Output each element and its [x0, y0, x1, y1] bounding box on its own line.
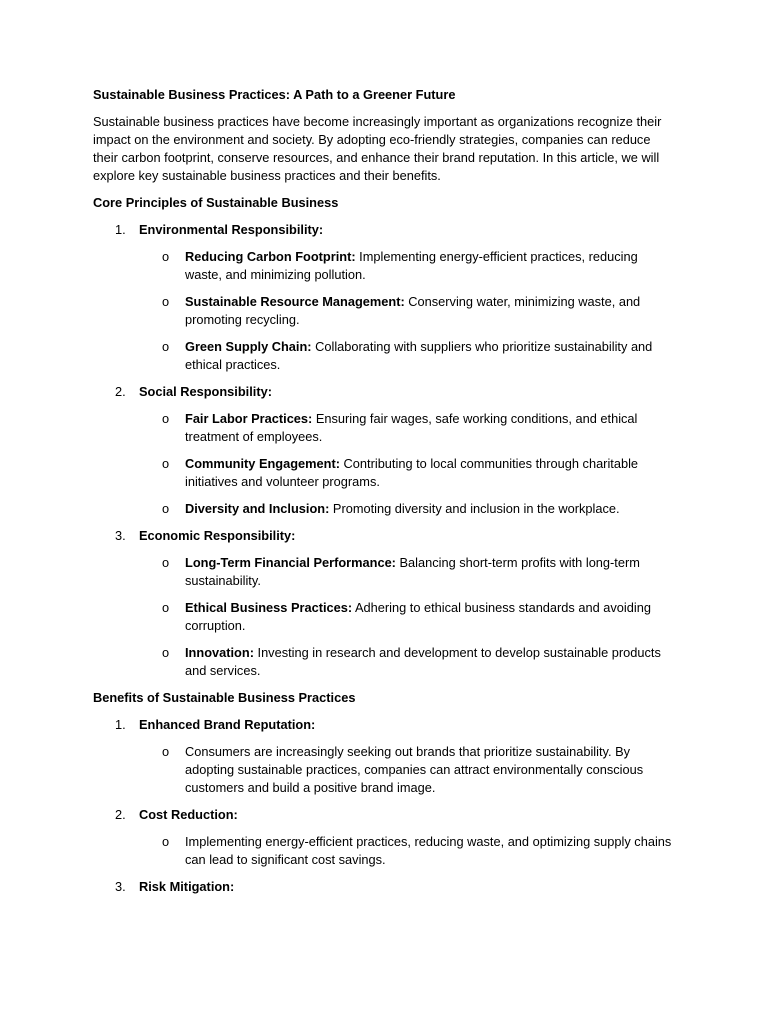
list-item-risk-mitigation	[93, 878, 673, 896]
sublist	[139, 833, 673, 869]
sublist	[139, 410, 673, 518]
list-item-label: Economic Responsibility:	[139, 528, 296, 543]
sublist-item-text: Balancing short-term profits with long-term sustainability.	[185, 555, 640, 588]
list-item-label: Risk Mitigation:	[139, 879, 235, 894]
sublist-item-text: Implementing energy-efficient practices, reducing waste, and optimizing supply chains can lead to significant cost savings.	[185, 834, 672, 867]
sublist-item-text: Ensuring fair wages, safe working conditions, and ethical treatment of employees.	[185, 411, 638, 444]
sublist-item-text: Consumers are increasingly seeking out brands that prioritize sustainability. By adopting sustainable practices, companies can attract environmentally conscious customers and build a positive brand image.	[185, 744, 644, 795]
list-number: 1.	[115, 717, 126, 732]
sublist-item-text: Implementing energy-efficient practices, reducing waste, and minimizing pollution.	[185, 249, 638, 282]
bullet-glyph: o	[162, 249, 170, 264]
sublist-item	[139, 293, 673, 329]
core-principles-list	[93, 221, 673, 680]
sublist-item-text: Collaborating with suppliers who prioritize sustainability and ethical practices.	[185, 339, 653, 372]
list-item-label: Social Responsibility:	[139, 384, 272, 399]
benefits-list	[93, 716, 673, 896]
list-item-label: Enhanced Brand Reputation:	[139, 717, 316, 732]
intro-paragraph: Sustainable business practices have become increasingly important as organizations recognize their impact on the environment and society. By adopting eco-friendly strategies, companies can reduce their carbon footprint, conserve resources, and enhance their brand reputation. In this article, we will explore key sustainable business practices and their benefits.	[93, 114, 662, 183]
list-item-economic	[93, 527, 673, 680]
sublist-item-text: Investing in research and development to develop sustainable products and services.	[185, 645, 661, 678]
sublist-item-text: Contributing to local communities through charitable initiatives and volunteer programs.	[185, 456, 639, 489]
list-item-environmental	[93, 221, 673, 374]
sublist	[139, 554, 673, 680]
sublist-item	[139, 554, 673, 590]
sublist-item	[139, 833, 673, 869]
bullet-glyph: o	[162, 501, 170, 516]
bullet-glyph: o	[162, 411, 170, 426]
list-number: 2.	[115, 807, 126, 822]
list-item-label: Environmental Responsibility:	[139, 222, 324, 237]
bullet-glyph: o	[162, 834, 170, 849]
list-item-social	[93, 383, 673, 518]
sublist-item-label: Diversity and Inclusion:	[185, 501, 330, 516]
sublist-item-label: Long-Term Financial Performance:	[185, 555, 396, 570]
bullet-glyph: o	[162, 339, 170, 354]
sublist-item-text: Adhering to ethical business standards and avoiding corruption.	[185, 600, 651, 633]
sublist-item-label: Community Engagement:	[185, 456, 340, 471]
sublist-item-label: Ethical Business Practices:	[185, 600, 353, 615]
bullet-glyph: o	[162, 294, 170, 309]
sublist-item	[139, 644, 673, 680]
sublist-item	[139, 743, 673, 797]
sublist-item-label: Fair Labor Practices:	[185, 411, 313, 426]
bullet-glyph: o	[162, 744, 170, 759]
document-page	[93, 86, 673, 905]
sublist-item-label: Sustainable Resource Management:	[185, 294, 405, 309]
sublist	[139, 743, 673, 797]
sublist-item	[139, 338, 673, 374]
sublist-item-text: Promoting diversity and inclusion in the workplace.	[329, 501, 620, 516]
list-number: 3.	[115, 879, 126, 894]
sublist-item	[139, 455, 673, 491]
section-heading-core-principles: Core Principles of Sustainable Business	[93, 195, 339, 210]
sublist-item	[139, 248, 673, 284]
bullet-glyph: o	[162, 456, 170, 471]
sublist-item-label: Innovation:	[185, 645, 254, 660]
sublist-item-text: Conserving water, minimizing waste, and promoting recycling.	[185, 294, 641, 327]
sublist-item	[139, 410, 673, 446]
sublist-item-label: Reducing Carbon Footprint:	[185, 249, 356, 264]
list-item-label: Cost Reduction:	[139, 807, 238, 822]
sublist	[139, 248, 673, 374]
bullet-glyph: o	[162, 555, 170, 570]
bullet-glyph: o	[162, 645, 170, 660]
sublist-item-label: Green Supply Chain:	[185, 339, 312, 354]
section-heading-benefits: Benefits of Sustainable Business Practices	[93, 690, 356, 705]
core-principles-section	[93, 194, 673, 680]
list-number: 2.	[115, 384, 126, 399]
list-item-cost-reduction	[93, 806, 673, 869]
sublist-item	[139, 500, 673, 518]
list-number: 1.	[115, 222, 126, 237]
list-number: 3.	[115, 528, 126, 543]
bullet-glyph: o	[162, 600, 170, 615]
document-title: Sustainable Business Practices: A Path to a Greener Future	[93, 87, 456, 102]
benefits-section	[93, 689, 673, 896]
list-item-brand-reputation	[93, 716, 673, 797]
sublist-item	[139, 599, 673, 635]
